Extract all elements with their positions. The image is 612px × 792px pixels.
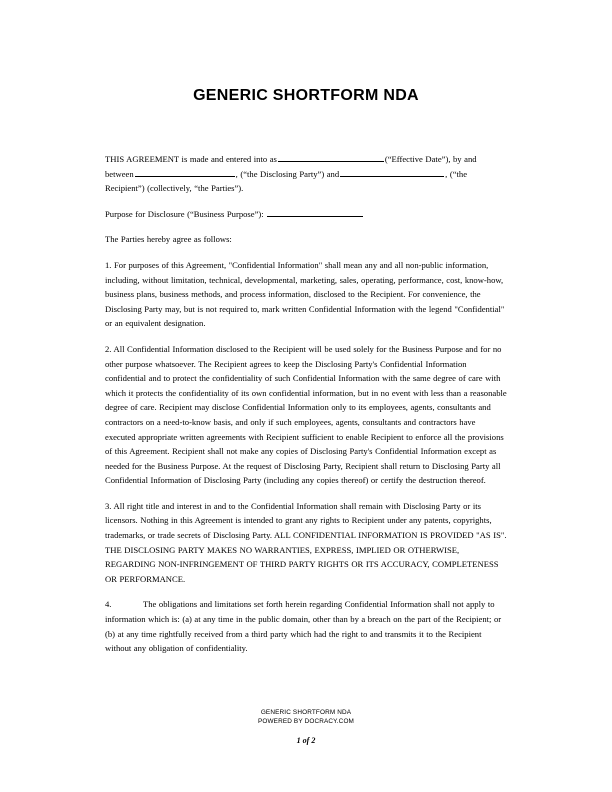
intro-text-b: (“Effective Date”), by and between	[105, 154, 477, 179]
disclosing-party-blank[interactable]	[135, 167, 235, 177]
paragraph-agree-line: The Parties hereby agree as follows:	[105, 234, 232, 245]
business-purpose-blank[interactable]	[267, 207, 363, 217]
clause-4-text: The obligations and limitations set forth herein regarding Confidential Information shall not apply to information which is: (a) at any time in the public domain, other than by a breach on the part of the Recipient; or (b) at any time rightfully received from a third party which had the right to and transmits it to the Recipient without any obligation of confidentiality.	[105, 599, 502, 654]
clause-2: 2. All Confidential Information disclosed to the Recipient will be used solely for the Business Purpose and for no other purpose whatsoever. The Recipient agrees to keep the Disclosing Party's Confidential Information confidential and to protect the confidentiality of such Confidential Information with the same degree of care with which it protects the confidentiality of its own confidential information, but in no event with less than a reasonable degree of care. Recipient may disclose Confidential Information only to its employees, agents, consultants and contractors on a need-to-know basis, and only if such employees, agents, consultants and contractors have executed appropriate written agreements with Recipient sufficient to enable Recipient to enforce all the provisions of this Agreement. Recipient shall not make any copies of Disclosing Party's Confidential Information except as needed for the Business Purpose. At the request of Disclosing Party, Recipient shall return to Disclosing Party all Confidential Information of Disclosing Party (including any copies thereof) or certify the destruction thereof.	[105, 343, 507, 486]
clause-4	[105, 597, 507, 655]
recipient-blank[interactable]	[340, 167, 444, 177]
intro-text-a: THIS AGREEMENT is made and entered into as	[105, 154, 277, 164]
paragraph-purpose	[105, 207, 507, 222]
clause-1: 1. For purposes of this Agreement, "Confidential Information" shall mean any and all non-public information, including, without limitation, technical, developmental, marketing, sales, operating, performance, cost, know-how, business plans, business methods, and process information, disclosed to the Recipient. For convenience, the Disclosing Party may, but is not required to, mark written Confidential Information with the legend "Confidential" or an equivalent designation.	[105, 259, 505, 329]
footer-title: GENERIC SHORTFORM NDA	[260, 709, 352, 716]
intro-text-d: , (“the Recipient”) (collectively, “the Parties”).	[105, 168, 468, 194]
page-number: 1 of 2	[296, 736, 316, 745]
clause-4-number: 4.	[105, 599, 112, 610]
page-footer	[0, 709, 612, 726]
intro-text-c: , (“the Disclosing Party”) and	[235, 168, 340, 179]
document-body	[105, 152, 507, 667]
clause-3: 3. All right title and interest in and to the Confidential Information shall remain with Disclosing Party or its licensors. Nothing in this Agreement is intended to grant any rights to Recipient under any patents, copyrights, trademarks, or trade secrets of Disclosing Party. ALL CONFIDENTIAL INFORMATION IS PROVIDED "AS IS". THE DISCLOSING PARTY MAKES NO WARRANTIES, EXPRESS, IMPLIED OR OTHERWISE, REGARDING NON-INFRINGEMENT OF THIRD PARTY RIGHTS OR ITS ACCURACY, COMPLETENESS OR PERFORMANCE.	[105, 500, 507, 584]
page-title: GENERIC SHORTFORM NDA	[193, 87, 419, 104]
purpose-label: Purpose for Disclosure (“Business Purpose”):	[105, 208, 264, 219]
paragraph-intro	[105, 152, 507, 196]
footer-attribution: POWERED BY DOCRACY.COM	[257, 717, 355, 725]
effective-date-blank[interactable]	[278, 152, 384, 162]
